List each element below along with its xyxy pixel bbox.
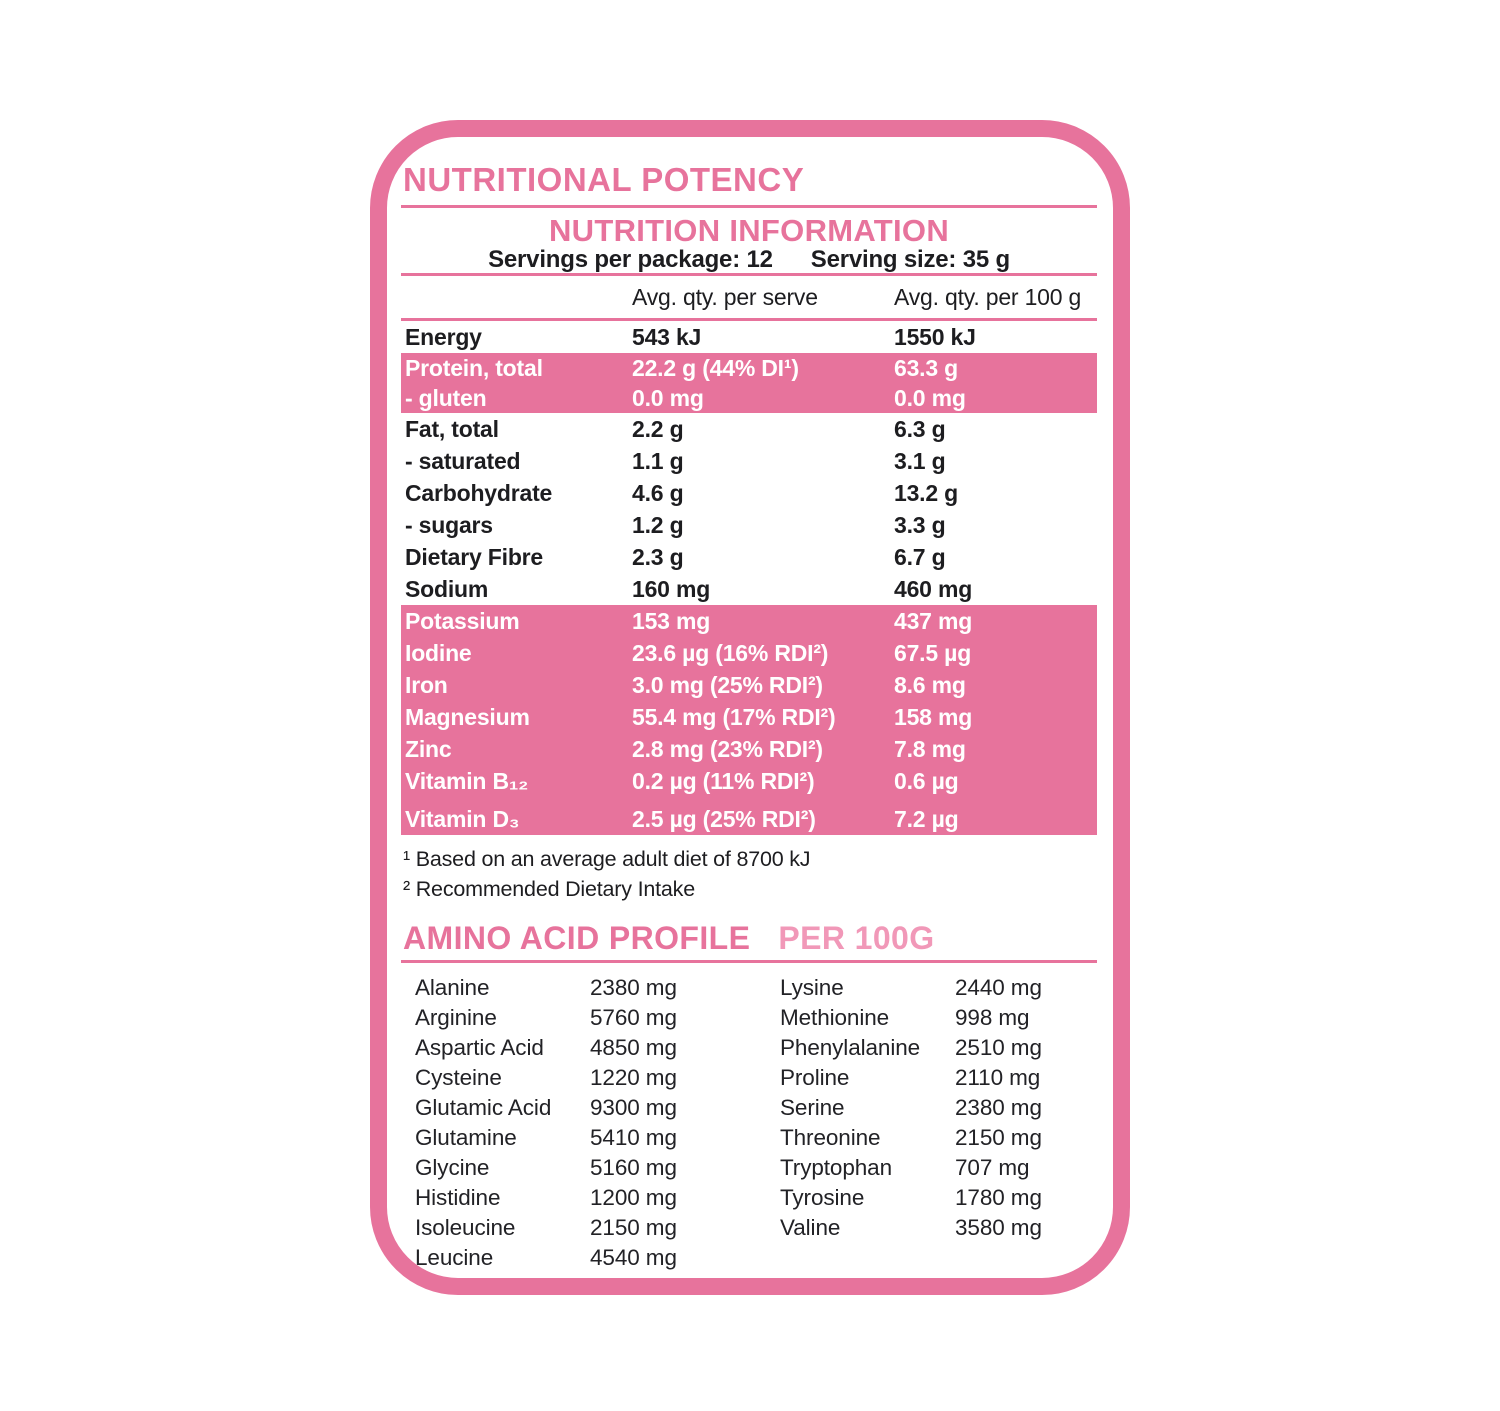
amino-acid-value: 2150 mg [590, 1215, 677, 1240]
amino-acid-column-right [780, 973, 1097, 1273]
nutrient-per-100g: 437 mg [894, 607, 973, 634]
nutrient-per-serve: 4.6 g [632, 479, 684, 506]
nutrition-row-magnesium [401, 701, 1097, 733]
amino-acid-name: Alanine [415, 975, 490, 1000]
amino-acid-profile-subtitle: PER 100G [778, 920, 935, 956]
nutrition-row-iodine [401, 637, 1097, 669]
nutrition-row-vitamin-b12 [401, 765, 1097, 797]
amino-acid-name: Serine [780, 1095, 845, 1120]
nutrient-per-100g: 6.7 g [894, 543, 946, 570]
nutrient-label: Carbohydrate [405, 479, 553, 506]
nutrition-row-iron [401, 669, 1097, 701]
nutrient-per-serve: 2.3 g [632, 543, 684, 570]
amino-acid-row [780, 1063, 1097, 1093]
amino-acid-name: Threonine [780, 1125, 881, 1150]
nutrient-per-serve: 2.8 mg (23% RDI²) [632, 735, 823, 762]
nutrient-label: - gluten [405, 384, 487, 411]
nutrient-per-100g: 0.6 µg [894, 767, 959, 794]
nutrient-label: Protein, total [405, 354, 543, 381]
nutrient-label: Zinc [405, 735, 452, 762]
amino-acid-name: Glycine [415, 1155, 490, 1180]
minerals-vitamins-highlight-block [401, 605, 1097, 835]
divider-rule [401, 205, 1097, 208]
amino-acid-profile-title: AMINO ACID PROFILE [403, 920, 751, 956]
nutrient-label: Potassium [405, 607, 520, 634]
amino-acid-profile-heading [403, 920, 1097, 956]
amino-acid-value: 1780 mg [955, 1185, 1042, 1210]
amino-acid-row [401, 1003, 780, 1033]
amino-acid-value: 3580 mg [955, 1215, 1042, 1240]
nutrient-label: - sugars [405, 511, 493, 538]
amino-acid-value: 9300 mg [590, 1095, 677, 1120]
nutrient-per-serve: 2.5 µg (25% RDI²) [632, 805, 816, 832]
nutrient-label: Sodium [405, 575, 489, 602]
nutrient-per-serve: 153 mg [632, 607, 711, 634]
amino-acid-value: 2110 mg [955, 1065, 1041, 1090]
nutrition-row-zinc [401, 733, 1097, 765]
nutrition-row-fat [401, 413, 1097, 445]
nutrition-row-carbohydrate [401, 477, 1097, 509]
amino-acid-name: Histidine [415, 1185, 501, 1210]
nutrient-label: Vitamin B₁₂ [405, 767, 529, 794]
amino-acid-name: Lysine [780, 975, 844, 1000]
nutrient-per-100g: 460 mg [894, 575, 973, 602]
amino-acid-row [780, 1093, 1097, 1123]
nutrient-per-100g: 7.2 µg [894, 805, 959, 832]
nutrient-per-serve: 160 mg [632, 575, 711, 602]
amino-acid-name: Proline [780, 1065, 850, 1090]
footnote-rdi: ² Recommended Dietary Intake [403, 877, 695, 901]
nutrient-label: Vitamin D₃ [405, 805, 520, 832]
amino-acid-name: Isoleucine [415, 1215, 516, 1240]
nutrition-row-vitamin-d3 [401, 803, 1097, 835]
nutrition-label-card [370, 120, 1130, 1295]
nutrient-per-serve: 0.2 µg (11% RDI²) [632, 767, 815, 794]
label-content [401, 137, 1097, 1273]
nutrition-table [401, 321, 1097, 835]
nutrient-per-100g: 63.3 g [894, 354, 959, 381]
nutrient-per-serve: 23.6 µg (16% RDI²) [632, 639, 829, 666]
amino-acid-value: 1220 mg [590, 1065, 677, 1090]
nutrition-row-sugars [401, 509, 1097, 541]
amino-acid-value: 5410 mg [590, 1125, 677, 1150]
nutrient-per-100g: 13.2 g [894, 479, 959, 506]
footnote-di: ¹ Based on an average adult diet of 8700 kJ [403, 847, 811, 871]
amino-acid-value: 4540 mg [590, 1245, 677, 1270]
amino-acid-value: 998 mg [955, 1005, 1030, 1030]
amino-acid-column-left [401, 973, 780, 1273]
amino-acid-name: Tryptophan [780, 1155, 892, 1180]
amino-acid-row [401, 973, 780, 1003]
nutrient-label: Fat, total [405, 415, 499, 442]
amino-acid-name: Arginine [415, 1005, 497, 1030]
nutrient-per-serve: 55.4 mg (17% RDI²) [632, 703, 836, 730]
amino-acid-row [401, 1063, 780, 1093]
nutrient-per-100g: 6.3 g [894, 415, 946, 442]
servings-line [401, 247, 1097, 273]
nutrient-per-100g: 7.8 mg [894, 735, 966, 762]
nutrient-label: Energy [405, 323, 482, 350]
nutrient-per-100g: 158 mg [894, 703, 973, 730]
nutrition-row-energy [401, 321, 1097, 353]
nutrient-per-serve: 1.2 g [632, 511, 684, 538]
nutrient-label: Dietary Fibre [405, 543, 544, 570]
amino-acid-value: 2150 mg [955, 1125, 1042, 1150]
nutrient-per-100g: 3.3 g [894, 511, 946, 538]
amino-acid-row [401, 1213, 780, 1243]
col-header-per-serve: Avg. qty. per serve [632, 283, 818, 310]
amino-acid-value: 2510 mg [955, 1035, 1042, 1060]
nutrition-row-saturated [401, 445, 1097, 477]
nutrition-row-sodium [401, 573, 1097, 605]
nutrition-table-header [401, 276, 1097, 318]
protein-highlight-block [401, 353, 1097, 413]
amino-acid-value: 1200 mg [590, 1185, 677, 1210]
amino-acid-row [401, 1123, 780, 1153]
amino-acid-row [401, 1153, 780, 1183]
amino-acid-name: Glutamine [415, 1125, 517, 1150]
amino-acid-table [401, 963, 1097, 1273]
nutrient-per-100g: 0.0 mg [894, 384, 966, 411]
footnotes [403, 844, 1097, 904]
nutrient-label: Magnesium [405, 703, 530, 730]
amino-acid-row [780, 1213, 1097, 1243]
nutrient-per-100g: 3.1 g [894, 447, 946, 474]
nutrient-per-serve: 22.2 g (44% DI¹) [632, 354, 799, 381]
amino-acid-name: Aspartic Acid [415, 1035, 544, 1060]
nutrient-label: Iodine [405, 639, 472, 666]
amino-acid-value: 4850 mg [590, 1035, 677, 1060]
section-title-nutritional-potency: NUTRITIONAL POTENCY [403, 161, 805, 198]
nutrient-per-100g: 1550 kJ [894, 323, 976, 350]
amino-acid-row [780, 1003, 1097, 1033]
amino-acid-value: 707 mg [955, 1155, 1030, 1180]
nutrition-row-dietary-fibre [401, 541, 1097, 573]
nutrition-information-title: NUTRITION INFORMATION [548, 213, 950, 248]
amino-acid-name: Cysteine [415, 1065, 502, 1090]
nutrition-row-protein [401, 353, 1097, 383]
amino-acid-name: Glutamic Acid [415, 1095, 552, 1120]
amino-acid-value: 2440 mg [955, 975, 1042, 1000]
amino-acid-name: Leucine [415, 1245, 494, 1270]
servings-per-package: Servings per package: 12 [488, 246, 773, 273]
amino-acid-value: 5760 mg [590, 1005, 677, 1030]
amino-acid-name: Methionine [780, 1005, 890, 1030]
amino-acid-row [780, 1153, 1097, 1183]
nutrient-label: - saturated [405, 447, 521, 474]
amino-acid-name: Phenylalanine [780, 1035, 921, 1060]
amino-acid-name: Valine [780, 1215, 841, 1240]
nutrition-row-potassium [401, 605, 1097, 637]
nutrient-per-serve: 3.0 mg (25% RDI²) [632, 671, 823, 698]
col-header-per-100g: Avg. qty. per 100 g [894, 283, 1082, 310]
amino-acid-row [780, 973, 1097, 1003]
nutrient-per-100g: 8.6 mg [894, 671, 966, 698]
amino-acid-row [401, 1033, 780, 1063]
amino-acid-value: 2380 mg [590, 975, 677, 1000]
serving-size: Serving size: 35 g [810, 246, 1010, 273]
amino-acid-row [780, 1183, 1097, 1213]
nutrient-per-serve: 1.1 g [632, 447, 684, 474]
amino-acid-row [780, 1033, 1097, 1063]
amino-acid-name: Tyrosine [780, 1185, 865, 1210]
nutrient-per-serve: 543 kJ [632, 323, 702, 350]
nutrient-per-serve: 2.2 g [632, 415, 684, 442]
nutrition-row-gluten [401, 383, 1097, 413]
amino-acid-row [401, 1093, 780, 1123]
amino-acid-row [401, 1243, 780, 1273]
nutrient-per-serve: 0.0 mg [632, 384, 704, 411]
nutrient-per-100g: 67.5 µg [894, 639, 972, 666]
amino-acid-value: 5160 mg [590, 1155, 677, 1180]
nutrient-label: Iron [405, 671, 448, 698]
amino-acid-value: 2380 mg [955, 1095, 1042, 1120]
amino-acid-row [780, 1123, 1097, 1153]
amino-acid-row [401, 1183, 780, 1213]
